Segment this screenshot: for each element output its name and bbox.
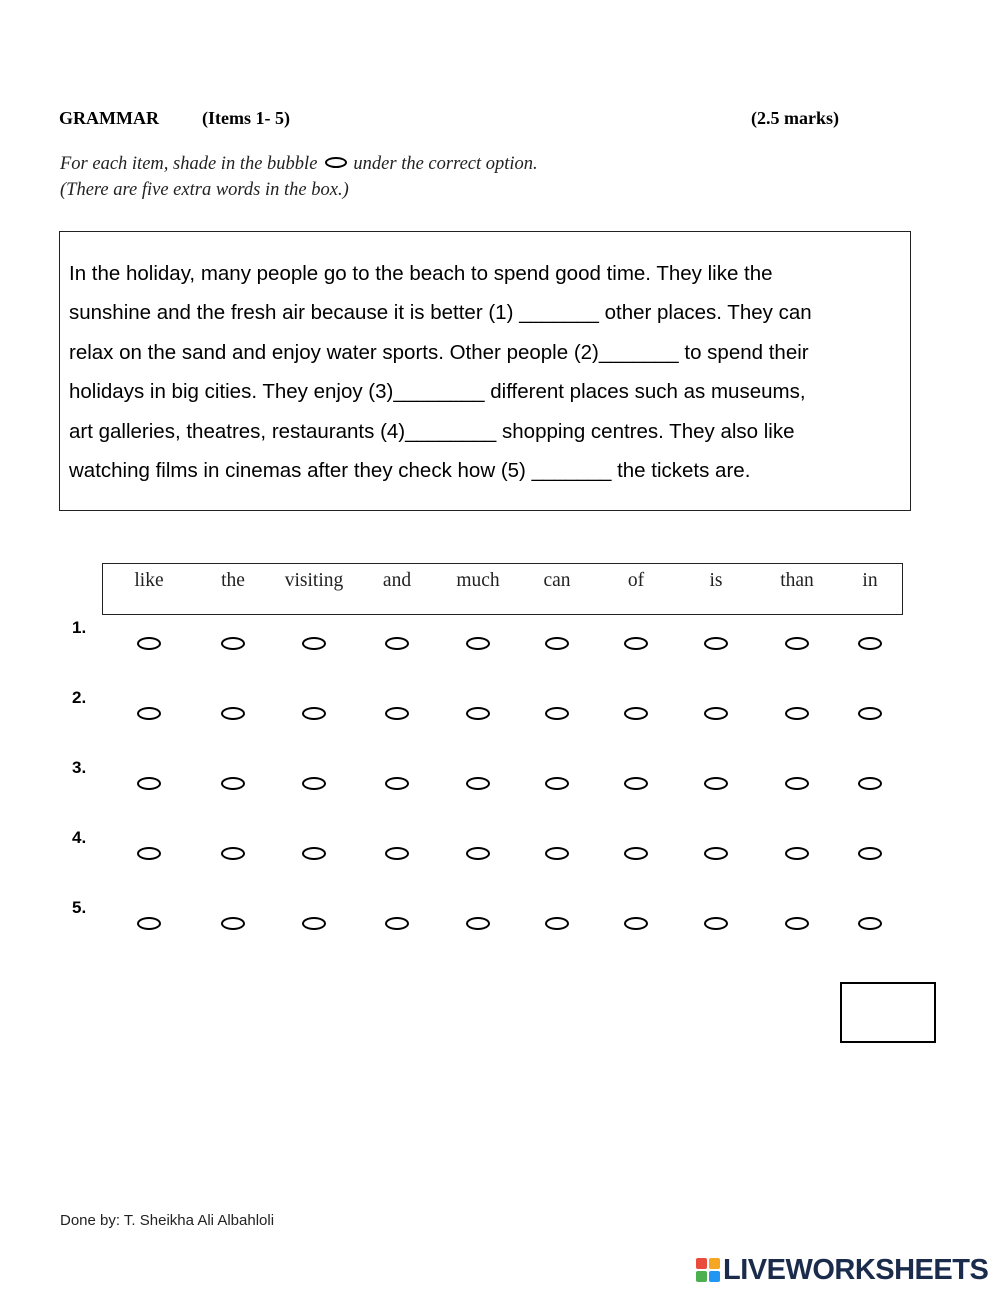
answer-bubble-1-much[interactable] bbox=[466, 637, 490, 650]
instruction-text-1: For each item, shade in the bubble bbox=[60, 154, 318, 174]
item-number: 4. bbox=[72, 828, 87, 847]
passage-line: relax on the sand and enjoy water sports. Other people (2)_______ to spend their bbox=[69, 340, 809, 364]
answer-bubble-2-than[interactable] bbox=[785, 707, 809, 720]
brand-name: LIVEWORKSHEETS bbox=[723, 1253, 989, 1286]
item-number: 3. bbox=[72, 758, 87, 777]
item-number: 1. bbox=[72, 618, 87, 637]
answer-bubble-4-in[interactable] bbox=[858, 847, 882, 860]
answer-bubble-2-the[interactable] bbox=[221, 707, 245, 720]
answer-bubble-3-and[interactable] bbox=[385, 777, 409, 790]
liveworksheets-logo bbox=[696, 1254, 988, 1286]
answer-bubble-1-and[interactable] bbox=[385, 637, 409, 650]
answer-bubble-5-like[interactable] bbox=[137, 917, 161, 930]
answer-bubble-2-is[interactable] bbox=[704, 707, 728, 720]
answer-bubble-5-the[interactable] bbox=[221, 917, 245, 930]
logo-tile-e bbox=[709, 1271, 720, 1282]
option-word: than bbox=[780, 570, 814, 591]
answer-bubble-1-the[interactable] bbox=[221, 637, 245, 650]
passage-line: In the holiday, many people go to the beach to spend good time. They like the bbox=[69, 262, 773, 285]
bubble-example-icon bbox=[325, 157, 347, 168]
passage-line: holidays in big cities. They enjoy (3)________ different places such as museums, bbox=[69, 380, 806, 404]
answer-bubble-1-visiting[interactable] bbox=[302, 637, 326, 650]
option-word: like bbox=[134, 570, 164, 591]
author-credit: Done by: T. Sheikha Ali Albahloli bbox=[60, 1212, 275, 1229]
answer-bubble-2-and[interactable] bbox=[385, 707, 409, 720]
answer-bubble-3-can[interactable] bbox=[545, 777, 569, 790]
items-range: (Items 1- 5) bbox=[202, 108, 290, 128]
item-number: 5. bbox=[72, 898, 87, 917]
option-word: much bbox=[456, 570, 500, 591]
answer-bubble-4-of[interactable] bbox=[624, 847, 648, 860]
marks-label: (2.5 marks) bbox=[751, 108, 839, 128]
instructions bbox=[60, 151, 538, 203]
answer-bubble-2-of[interactable] bbox=[624, 707, 648, 720]
passage-line: sunshine and the fresh air because it is better (1) _______ other places. They can bbox=[69, 301, 812, 325]
answer-bubble-1-can[interactable] bbox=[545, 637, 569, 650]
answer-bubble-4-than[interactable] bbox=[785, 847, 809, 860]
answer-bubble-4-like[interactable] bbox=[137, 847, 161, 860]
option-word: in bbox=[862, 570, 878, 591]
instruction-note: (There are five extra words in the box.) bbox=[60, 180, 349, 200]
answer-bubble-3-than[interactable] bbox=[785, 777, 809, 790]
answer-bubble-4-visiting[interactable] bbox=[302, 847, 326, 860]
answer-bubble-4-can[interactable] bbox=[545, 847, 569, 860]
answer-bubble-3-visiting[interactable] bbox=[302, 777, 326, 790]
score-box bbox=[840, 982, 936, 1043]
answer-bubble-1-in[interactable] bbox=[858, 637, 882, 650]
option-word: is bbox=[709, 570, 723, 591]
answer-bubble-4-and[interactable] bbox=[385, 847, 409, 860]
answer-bubble-1-of[interactable] bbox=[624, 637, 648, 650]
answer-bubble-4-much[interactable] bbox=[466, 847, 490, 860]
answer-bubble-3-the[interactable] bbox=[221, 777, 245, 790]
option-word: and bbox=[382, 570, 412, 591]
logo-tile-v bbox=[696, 1271, 707, 1282]
answer-bubble-2-visiting[interactable] bbox=[302, 707, 326, 720]
answer-bubble-2-can[interactable] bbox=[545, 707, 569, 720]
option-word: can bbox=[543, 570, 571, 591]
liveworksheets-icon bbox=[696, 1258, 720, 1282]
answer-bubble-1-is[interactable] bbox=[704, 637, 728, 650]
logo-tile-i bbox=[709, 1258, 720, 1269]
answer-bubble-3-is[interactable] bbox=[704, 777, 728, 790]
passage-line: art galleries, theatres, restaurants (4)________ shopping centres. They also like bbox=[69, 419, 795, 443]
answer-bubble-5-can[interactable] bbox=[545, 917, 569, 930]
answer-bubble-5-visiting[interactable] bbox=[302, 917, 326, 930]
logo-tile-l bbox=[696, 1258, 707, 1269]
instruction-text-2: under the correct option. bbox=[353, 154, 538, 174]
answer-bubble-5-than[interactable] bbox=[785, 917, 809, 930]
item-number: 2. bbox=[72, 688, 87, 707]
answer-bubble-4-is[interactable] bbox=[704, 847, 728, 860]
answer-bubble-5-is[interactable] bbox=[704, 917, 728, 930]
answer-bubble-2-much[interactable] bbox=[466, 707, 490, 720]
answer-bubble-5-and[interactable] bbox=[385, 917, 409, 930]
answer-bubble-1-like[interactable] bbox=[137, 637, 161, 650]
passage-line: watching films in cinemas after they check how (5) _______ the tickets are. bbox=[69, 459, 751, 483]
answer-bubble-4-the[interactable] bbox=[221, 847, 245, 860]
answer-bubble-2-in[interactable] bbox=[858, 707, 882, 720]
reading-passage bbox=[59, 231, 911, 511]
option-word: the bbox=[221, 570, 245, 591]
answer-bubble-3-in[interactable] bbox=[858, 777, 882, 790]
answer-bubble-3-of[interactable] bbox=[624, 777, 648, 790]
option-word: of bbox=[627, 570, 645, 591]
answer-bubble-3-much[interactable] bbox=[466, 777, 490, 790]
option-word: visiting bbox=[284, 570, 344, 591]
answer-bubble-5-in[interactable] bbox=[858, 917, 882, 930]
answer-bubble-5-of[interactable] bbox=[624, 917, 648, 930]
section-title: GRAMMAR bbox=[59, 108, 159, 128]
answer-bubble-2-like[interactable] bbox=[137, 707, 161, 720]
answer-bubble-1-than[interactable] bbox=[785, 637, 809, 650]
answer-bubble-3-like[interactable] bbox=[137, 777, 161, 790]
answer-bubble-5-much[interactable] bbox=[466, 917, 490, 930]
